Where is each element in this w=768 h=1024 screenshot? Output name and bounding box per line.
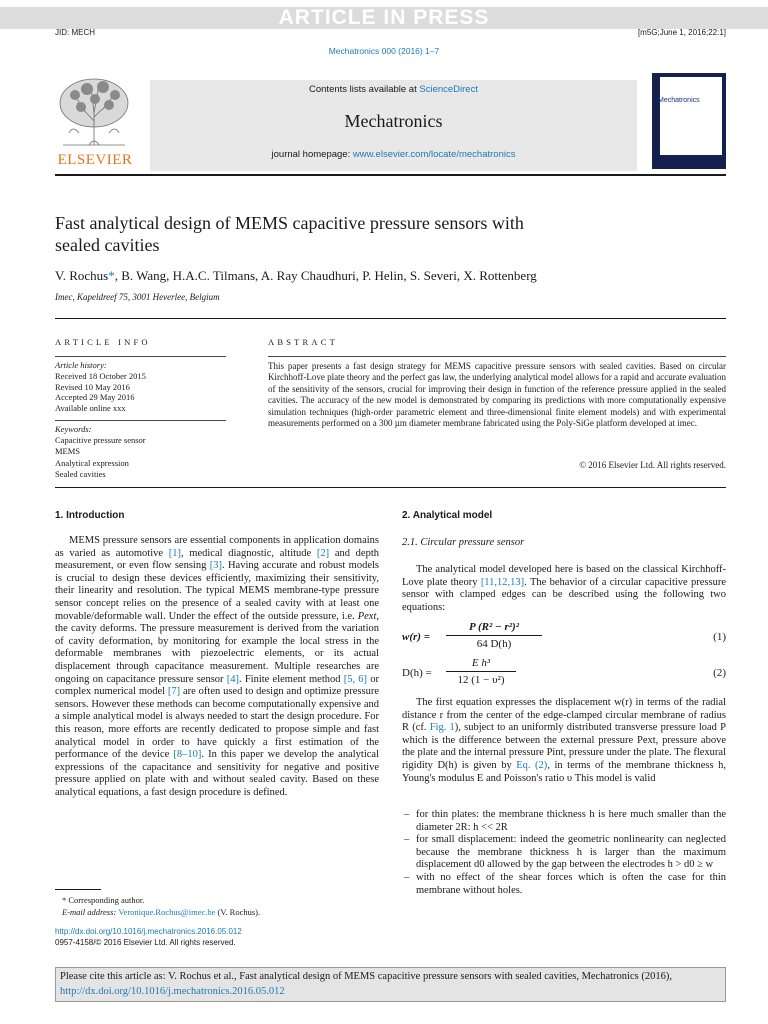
introduction-body — [55, 535, 379, 799]
list-item: – for thin plates: the membrane thickness h is here much smaller than the diameter 2R: h << 2R — [402, 809, 726, 834]
other-authors: , B. Wang, H.A.C. Tilmans, A. Ray Chaudhuri, P. Helin, S. Severi, X. Rottenberg — [114, 268, 537, 283]
article-info-rule — [55, 356, 226, 357]
list-item: – for small displacement: indeed the geometric nonlinearity can neglected because the membrane thickness h is larger than the maximum displacement d0 allowed by the gap between the electrodes h > d0 ≥ w — [402, 834, 726, 872]
intro-text: , medical diagnostic, altitude — [180, 547, 317, 559]
keyword-item: Capacitive pressure sensor — [55, 435, 146, 446]
abstract-text: This paper presents a fast design strategy for MEMS capacitive pressure sensors with sealed cavities. Based on circular Kirchhoff-Love plate theory and the perfect gas law, the underlying analytical model allows for a rapid and accurate evaluation of the sensitivity of the sensors, crucial for improving their design in function of the reference pressure applied in the sealed cavities. The accuracy of the new model is demonstrated by comparing its predictions with more computationally expensive simulation techniques (high-order parametric element and three-dimensional finite element models) and with experimental measurements performed on a 300 µm diameter membrane fabricated using the Poly-SiGe platform developed at imec. — [268, 361, 726, 429]
figure-1-link[interactable]: Fig. 1 — [429, 722, 455, 734]
section-2-heading: 2. Analytical model — [402, 510, 493, 521]
intro-text: , the cavity deforms. The pressure measurement is derived from the variation of cavity deformation, by monitoring for example the local stress in the deformable membranes with piezoelectric elements, or its actual displacement through capacitance measurement. Multiple researches are ongoing on capacitance pressure sensor — [55, 610, 379, 685]
eq1-denominator: 64 D(h) — [476, 638, 512, 650]
validity-conditions-list — [402, 809, 726, 897]
eq1-number: (1) — [713, 631, 726, 643]
sciencedirect-link[interactable]: ScienceDirect — [419, 84, 478, 95]
eq1-numerator: P (R² − r²)² — [446, 621, 542, 636]
intro-text: and depth measurement, or even flow sensing — [55, 547, 379, 572]
eq2-numerator: E h³ — [446, 657, 516, 672]
doi-block — [55, 927, 242, 948]
cite-doi-link[interactable]: http://dx.doi.org/10.1016/j.mechatronics.2016.05.012 — [60, 985, 285, 997]
keywords — [55, 424, 226, 480]
history-label: Article history: — [55, 360, 107, 370]
contents-prefix: Contents lists available at — [309, 84, 420, 95]
history-received: Received 18 October 2015 — [55, 370, 146, 381]
corresponding-author-mark[interactable]: * — [108, 268, 115, 283]
equation-2-link[interactable]: Eq. (2) — [516, 759, 548, 771]
intro-text: . Having accurate and robust models is crucial to design these devices efficiently, maximizing their sensitivity, their linearity and resolution. The typical MEMS membrane-type pressure sensor concept relies on the presence of a sealed cavity with at least one movable/deformable wall. Under the effect of the outside pressure, i.e. — [55, 560, 380, 622]
email-footnote — [62, 906, 260, 918]
article-title — [55, 212, 655, 256]
model-text: The first equation expresses the displacement w(r) in terms of the radial distance r from the center of the edge-clamped circular membrane of radius R (cf. — [402, 697, 726, 734]
article-in-press-banner: ARTICLE IN PRESS — [0, 7, 768, 29]
cover-bottom-band — [652, 155, 726, 169]
ref-link[interactable]: [11,12,13] — [480, 576, 525, 588]
abstract-rule — [268, 356, 726, 357]
eq2-fraction — [446, 657, 516, 686]
keyword-item: Sealed cavities — [55, 468, 106, 479]
history-revised: Revised 10 May 2016 — [55, 381, 130, 392]
intro-text: . Finite element method — [239, 673, 344, 685]
ref-link[interactable]: [8–10] — [173, 749, 202, 761]
author-list — [55, 268, 537, 284]
ref-link[interactable]: [5, 6] — [343, 673, 368, 685]
eq1-lhs: w(r) = — [402, 631, 430, 643]
ref-link[interactable]: [7] — [167, 686, 181, 698]
first-author: V. Rochus — [55, 268, 109, 283]
journal-citation-link[interactable]: Mechatronics 000 (2016) 1–7 — [328, 46, 440, 56]
model-paragraph-2 — [402, 697, 726, 785]
footnote-mark: * — [62, 895, 67, 905]
homepage-prefix: journal homepage: — [271, 149, 353, 160]
homepage-line — [150, 149, 637, 160]
email-suffix: (V. Rochus). — [215, 907, 261, 917]
intro-text: . In this paper we develop the analytical expressions of the capacitance and sensitivity for negative and positive pressure applied on plate with and without sealed cavity. Based on these analytical equations, a fast design procedure is defined. — [55, 749, 379, 798]
eq2-number: (2) — [713, 667, 726, 679]
equation-1 — [402, 621, 726, 655]
intro-text: or complex numerical model — [55, 673, 380, 698]
affiliation: Imec, Kapeldreef 75, 3001 Heverlee, Belgium — [55, 292, 220, 302]
cite-this-article-box — [55, 967, 726, 1002]
equation-2 — [402, 657, 726, 693]
article-history — [55, 360, 226, 414]
eq2-denominator: 12 (1 − υ²) — [457, 674, 505, 686]
elsevier-wordmark: ELSEVIER — [57, 152, 133, 168]
journal-homepage-link[interactable]: www.elsevier.com/locate/mechatronics — [352, 149, 516, 160]
pext-symbol: Pext — [357, 610, 377, 622]
model-text: ), subject to an uniformly distributed transverse pressure load P which is the difference between the external pressure Pext, pressure above the plate and the internal pressure Pint, pressure under the plate. The flexural rigidity D(h) is given by — [402, 722, 726, 771]
history-accepted: Accepted 29 May 2016 — [55, 392, 135, 403]
contents-line — [150, 84, 637, 95]
title-divider — [55, 318, 726, 319]
abstract-divider — [55, 487, 726, 488]
keyword-item: Analytical expression — [55, 457, 129, 468]
masthead — [55, 73, 726, 176]
model-text: , in terms of the membrane thickness h, Young's modulus E and Poisson's ratio υ This model is valid — [402, 759, 726, 784]
model-text: . The behavior of a circular capacitive pressure sensor with clamped edges can be described using the following two equations: — [402, 576, 727, 613]
ref-link[interactable]: [4] — [226, 673, 239, 685]
abstract-heading: ABSTRACT — [268, 337, 338, 347]
introduction-heading: 1. Introduction — [55, 510, 125, 521]
manuscript-stamp: [m5G;June 1, 2016;22:1] — [637, 28, 726, 37]
author-email-link[interactable]: Veronique.Rochus@imec.be — [118, 907, 216, 917]
cover-white-panel — [656, 77, 722, 155]
subsection-2-1-heading: 2.1. Circular pressure sensor — [402, 537, 525, 548]
doi-link[interactable]: http://dx.doi.org/10.1016/j.mechatronics.2016.05.012 — [55, 927, 242, 936]
journal-name: Mechatronics — [344, 111, 443, 131]
ref-link[interactable]: [3] — [209, 560, 222, 572]
abstract-copyright: © 2016 Elsevier Ltd. All rights reserved. — [579, 460, 726, 470]
corresponding-footnote — [62, 894, 260, 906]
introduction-paragraph — [55, 535, 379, 799]
eq2-lhs: D(h) = — [402, 667, 432, 679]
corresponding-text: Corresponding author. — [68, 895, 145, 905]
email-label: E-mail address: — [62, 907, 119, 917]
model-paragraph-1 — [402, 564, 726, 614]
masthead-center-panel — [150, 80, 637, 171]
journal-cover-thumbnail[interactable] — [652, 73, 726, 169]
keywords-rule — [55, 420, 226, 421]
footnote — [62, 894, 260, 918]
list-item: – with no effect of the shear forces which is often the case for thin membrane without holes. — [402, 872, 726, 897]
ref-link[interactable]: [1] — [168, 547, 181, 559]
cite-text: Please cite this article as: V. Rochus et al., Fast analytical design of MEMS capacitive pressure sensors with sealed cavities, Mechatronics (2016), — [60, 971, 672, 982]
journal-id: JID: MECH — [55, 28, 95, 37]
intro-text: are often used to design and optimize pressure sensors. However these methods can become computationally expensive and a simple analytical model is always needed to start the design procedure. For this reason, more efforts are recently dedicated to propose simple and fast analytical model in order to have quickly a first estimation of the performance of the device — [55, 686, 379, 761]
ref-link[interactable]: [2] — [316, 547, 330, 559]
model-text: The analytical model developed here is based on the classical Kirchhoff-Love plate theory — [402, 564, 726, 588]
article-title-line-2: sealed cavities — [55, 235, 160, 255]
keyword-item: MEMS — [55, 446, 81, 457]
article-title-line-1: Fast analytical design of MEMS capacitive pressure sensors with — [55, 213, 524, 233]
history-online: Available online xxx — [55, 403, 126, 414]
keywords-label: Keywords: — [55, 424, 92, 434]
footnote-rule — [55, 889, 101, 890]
intro-text: MEMS pressure sensors are essential components in application domains as varied as automotive — [55, 535, 379, 559]
eq1-fraction — [446, 621, 542, 650]
article-info-heading: ARTICLE INFO — [55, 337, 151, 347]
issn-line: 0957-4158/© 2016 Elsevier Ltd. All rights reserved. — [55, 937, 236, 947]
cover-title: Mechatronics — [658, 97, 700, 104]
